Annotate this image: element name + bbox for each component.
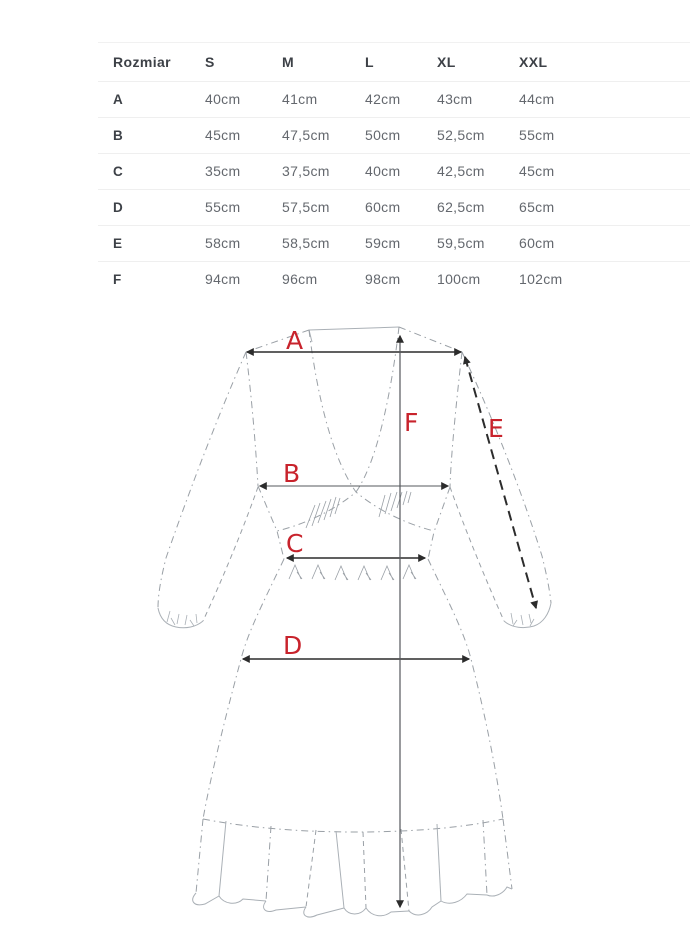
- size-cell: 50cm: [365, 127, 401, 143]
- right-sleeve-outer: [462, 352, 551, 603]
- size-cell: 60cm: [365, 199, 401, 215]
- size-cell: 45cm: [205, 127, 241, 143]
- measure-arrow-e: [465, 357, 536, 608]
- left-cuff-gathers: [167, 611, 197, 626]
- size-cell: 43cm: [437, 91, 473, 107]
- size-cell: 55cm: [205, 199, 241, 215]
- size-cell: 58cm: [205, 235, 241, 251]
- measurement-arrows: [243, 336, 536, 907]
- size-cell: 42,5cm: [437, 163, 485, 179]
- size-table-header-s: S: [205, 54, 215, 70]
- left-sleeve-inner: [203, 487, 258, 621]
- size-cell: 40cm: [365, 163, 401, 179]
- size-table: [98, 42, 690, 297]
- right-shoulder-seam: [399, 327, 462, 352]
- size-table-header-xxl: XXL: [519, 54, 548, 70]
- left-bodice-side: [246, 352, 258, 486]
- size-table-row-c: [98, 154, 690, 190]
- size-table-header-m: M: [282, 54, 295, 70]
- right-skirt-side: [428, 559, 503, 819]
- right-lapel: [277, 327, 399, 531]
- size-cell: 59,5cm: [437, 235, 485, 251]
- right-bodice-side: [450, 352, 462, 487]
- measure-label-c: C: [286, 529, 304, 558]
- size-cell: 35cm: [205, 163, 241, 179]
- size-cell: 44cm: [519, 91, 555, 107]
- size-cell: 102cm: [519, 271, 563, 287]
- row-label: A: [113, 92, 124, 107]
- row-label: E: [113, 236, 123, 251]
- left-waist-taper: [258, 486, 284, 559]
- right-cuff: [504, 603, 551, 628]
- size-cell: 55cm: [519, 127, 555, 143]
- measurement-labels: [283, 326, 504, 660]
- left-lapel: [309, 330, 434, 531]
- size-table-row-b: [98, 118, 690, 154]
- size-cell: 45cm: [519, 163, 555, 179]
- size-cell: 96cm: [282, 271, 318, 287]
- size-table-header-rozmiar: Rozmiar: [113, 54, 172, 70]
- row-label: F: [113, 272, 122, 287]
- right-cuff-gathers: [511, 613, 534, 626]
- dress-outline: [158, 327, 551, 917]
- waist-gather-marks: [289, 565, 416, 580]
- row-label: D: [113, 200, 124, 215]
- row-label: B: [113, 128, 124, 143]
- size-cell: 65cm: [519, 199, 555, 215]
- measure-label-e: E: [488, 414, 504, 443]
- size-table-row-a: [98, 82, 690, 118]
- size-cell: 52,5cm: [437, 127, 485, 143]
- ruffle-folds: [196, 819, 512, 911]
- size-table-row-f: [98, 262, 690, 297]
- size-cell: 98cm: [365, 271, 401, 287]
- right-waist-taper: [428, 487, 450, 559]
- collar-left-tick: [309, 330, 312, 342]
- size-table-header-xl: XL: [437, 54, 456, 70]
- size-cell: 40cm: [205, 91, 241, 107]
- right-bodice-gathers: [379, 491, 411, 517]
- size-cell: 100cm: [437, 271, 481, 287]
- left-bodice-gathers: [306, 497, 340, 528]
- size-table-row-e: [98, 226, 690, 262]
- size-cell: 42cm: [365, 91, 401, 107]
- size-cell: 58,5cm: [282, 235, 330, 251]
- size-cell: 47,5cm: [282, 127, 330, 143]
- measure-label-f: F: [404, 408, 419, 437]
- size-cell: 94cm: [205, 271, 241, 287]
- left-shoulder-seam: [246, 330, 309, 352]
- size-table-header-row: [98, 43, 690, 82]
- size-cell: 41cm: [282, 91, 318, 107]
- left-skirt-side: [203, 559, 284, 819]
- measure-label-a: A: [286, 326, 304, 355]
- size-cell: 62,5cm: [437, 199, 485, 215]
- size-table-row-d: [98, 190, 690, 226]
- ruffle-hem: [193, 887, 512, 917]
- measure-label-d: D: [283, 631, 303, 660]
- collar-line: [309, 327, 399, 330]
- ruffle-seam: [203, 819, 503, 832]
- row-label: C: [113, 164, 124, 179]
- measure-label-b: B: [283, 459, 301, 488]
- size-cell: 60cm: [519, 235, 555, 251]
- size-cell: 59cm: [365, 235, 401, 251]
- size-cell: 37,5cm: [282, 163, 330, 179]
- size-table-header-l: L: [365, 54, 374, 70]
- left-cuff: [158, 608, 203, 628]
- size-cell: 57,5cm: [282, 199, 330, 215]
- right-sleeve-inner: [450, 487, 504, 621]
- left-sleeve-outer: [158, 352, 246, 608]
